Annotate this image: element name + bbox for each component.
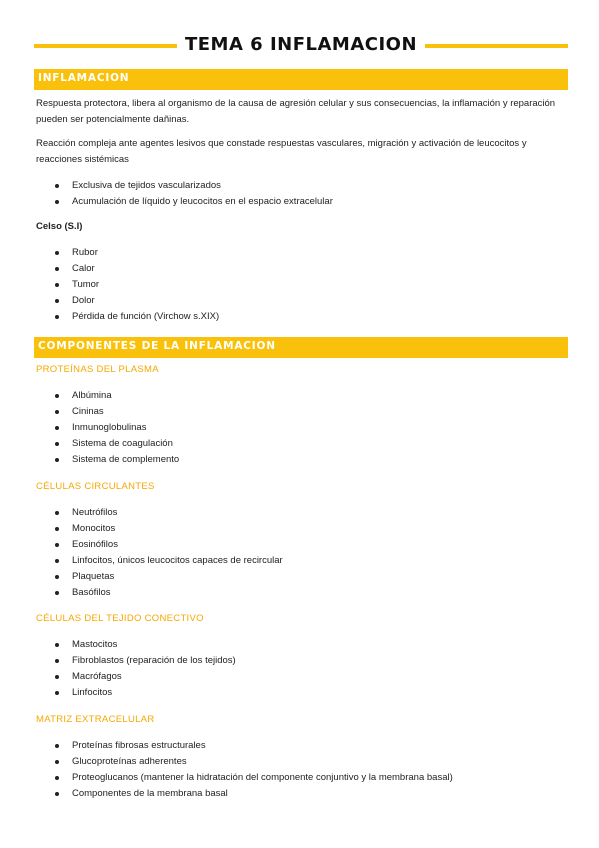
section-header-componentes	[34, 337, 568, 358]
bullet-list-celulas-circulantes	[0, 505, 283, 601]
list-item: Cininas	[0, 404, 179, 420]
page-title: TEMA 6 INFLAMACION	[177, 34, 425, 55]
list-item: Mastocitos	[0, 637, 236, 653]
list-item: Linfocitos	[0, 685, 236, 701]
list-item: Componentes de la membrana basal	[0, 786, 453, 802]
celso-label: Celso (S.I)	[36, 221, 83, 232]
list-item: Inmunoglobulinas	[0, 420, 179, 436]
subheading-tejido-conectivo: CÉLULAS DEL TEJIDO CONECTIVO	[36, 613, 204, 624]
list-item: Pérdida de función (Virchow s.XIX)	[0, 309, 219, 325]
list-item: Tumor	[0, 277, 219, 293]
list-item: Monocitos	[0, 521, 283, 537]
list-item: Proteoglucanos (mantener la hidratación del componente conjuntivo y la membrana basal)	[0, 770, 453, 786]
title-block	[34, 34, 568, 60]
list-item: Sistema de complemento	[0, 452, 179, 468]
list-item: Rubor	[0, 245, 219, 261]
bullet-list-matriz-extracelular	[0, 738, 453, 802]
list-item: Albúmina	[0, 388, 179, 404]
list-item: Fibroblastos (reparación de los tejidos)	[0, 653, 236, 669]
bullet-list-proteinas	[0, 388, 179, 468]
bullet-list-characteristics	[0, 178, 333, 210]
paragraph-definition: Respuesta protectora, libera al organismo de la causa de agresión celular y sus consecuencias, la inflamación y reparación pueden ser potencialmente dañinas.	[36, 98, 556, 125]
list-item: Exclusiva de tejidos vascularizados	[0, 178, 333, 194]
list-item: Acumulación de líquido y leucocitos en el espacio extracelular	[0, 194, 333, 210]
bullet-list-tejido-conectivo	[0, 637, 236, 701]
list-item: Glucoproteínas adherentes	[0, 754, 453, 770]
subheading-proteinas: PROTEÍNAS DEL PLASMA	[36, 364, 159, 375]
list-item: Sistema de coagulación	[0, 436, 179, 452]
list-item: Eosinófilos	[0, 537, 283, 553]
list-item: Calor	[0, 261, 219, 277]
list-item: Macrófagos	[0, 669, 236, 685]
list-item: Dolor	[0, 293, 219, 309]
section-title: COMPONENTES DE LA INFLAMACION	[38, 340, 276, 352]
list-item: Plaquetas	[0, 569, 283, 585]
section-title: INFLAMACION	[38, 72, 130, 84]
list-item: Basófilos	[0, 585, 283, 601]
list-item: Linfocitos, únicos leucocitos capaces de recircular	[0, 553, 283, 569]
bullet-list-celso	[0, 245, 219, 325]
paragraph-reaction: Reacción compleja ante agentes lesivos que constade respuestas vasculares, migración y activación de leucocitos y reacciones sistémicas	[36, 138, 527, 165]
section-header-inflamacion	[34, 69, 568, 90]
subheading-celulas-circulantes: CÉLULAS CIRCULANTES	[36, 481, 155, 492]
list-item: Proteínas fibrosas estructurales	[0, 738, 453, 754]
subheading-matriz-extracelular: MATRIZ EXTRACELULAR	[36, 714, 155, 725]
list-item: Neutrófilos	[0, 505, 283, 521]
